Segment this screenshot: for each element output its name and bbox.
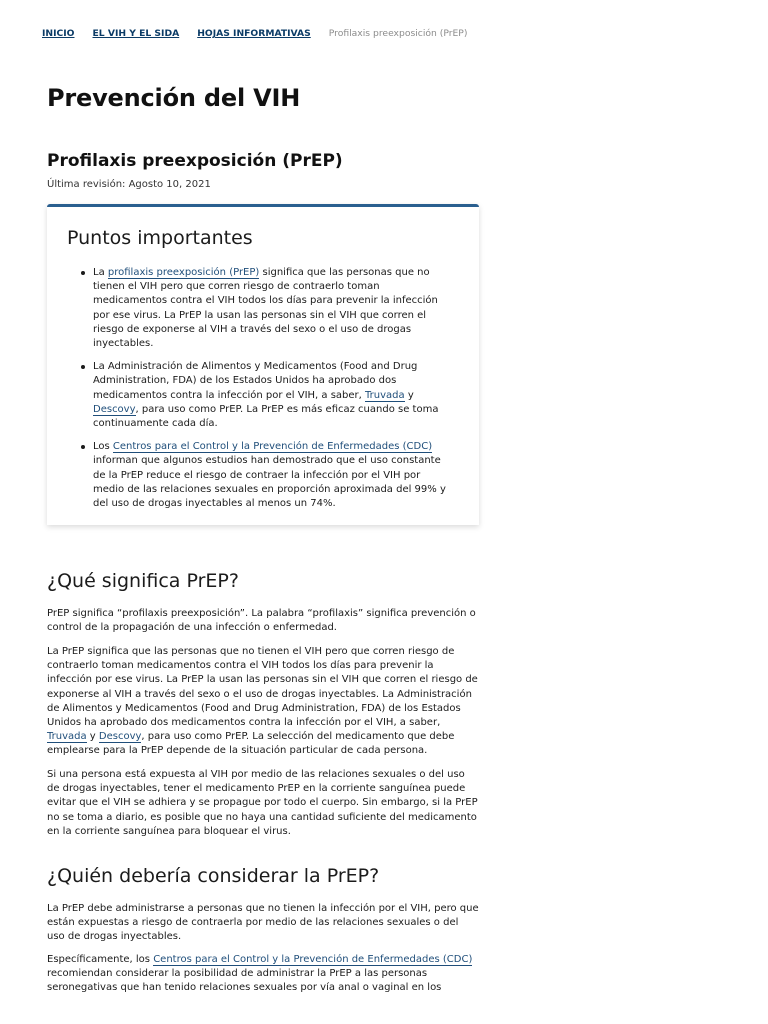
text: La Administración de Alimentos y Medicamentos (Food and Drug Administration, FDA) de los Estados Unidos ha aprobado dos medicamentos contra la infección por el VIH, a saber,: [93, 361, 418, 401]
text: Los: [93, 441, 113, 453]
text: Específicamente, los: [47, 954, 154, 965]
breadcrumb: [42, 28, 467, 39]
paragraph: [47, 953, 479, 996]
breadcrumb-current: Profilaxis preexposición (PrEP): [328, 28, 468, 39]
heading-who-should-consider: ¿Quién debería considerar la PrEP?: [47, 865, 380, 887]
key-points-box: [47, 204, 479, 525]
bullet-icon: [81, 365, 85, 369]
key-points-title: Puntos importantes: [67, 227, 253, 249]
descovy-link[interactable]: Descovy: [98, 731, 142, 743]
text: La: [93, 267, 108, 278]
cdc-link[interactable]: Centros para el Control y la Prevención de Enfermedades (CDC): [112, 441, 433, 453]
paragraph: PrEP significa “profilaxis preexposición”. La palabra “profilaxis” significa prevención o control de la propagación de una infección o enfermedad.: [47, 608, 476, 634]
section-title: Prevención del VIH: [47, 84, 301, 112]
paragraph: La PrEP debe administrarse a personas que no tienen la infección por el VIH, pero que están expuestas a riesgo de contraerla por medio de las relaciones sexuales o del uso de drogas inyectables.: [47, 903, 479, 943]
bullet-icon: [81, 445, 85, 449]
key-point-item: [93, 360, 453, 431]
breadcrumb-link-inicio[interactable]: INICIO: [42, 28, 75, 39]
breadcrumb-link-vih-sida[interactable]: EL VIH Y EL SIDA: [92, 28, 180, 39]
prep-link[interactable]: profilaxis preexposición (PrEP): [107, 267, 260, 278]
text: y: [404, 389, 414, 401]
descovy-link[interactable]: Descovy: [93, 403, 136, 415]
key-point-item: [93, 266, 453, 351]
text: , para uso como PrEP. La PrEP es más eficaz cuando se toma continuamente cada día.: [93, 403, 439, 430]
text: La PrEP significa que las personas que no tienen el VIH pero que corren riesgo de contraerlo toman medicamentos contra el VIH todos los días para prevenir la infección por ese virus. La PrEP la usan las personas sin el VIH que corren el riesgo de exponerse al VIH a través del sexo o el uso de drogas inyectables. La Administración de Alimentos y Medicamentos (Food and Drug Administration, FDA) de los Estados Unidos ha aprobado dos medicamentos contra la infección por el VIH, a saber,: [47, 646, 478, 729]
truvada-link[interactable]: Truvada: [365, 389, 405, 401]
breadcrumb-link-hojas-informativas[interactable]: HOJAS INFORMATIVAS: [197, 28, 311, 39]
bullet-icon: [81, 271, 85, 275]
article-title: Profilaxis preexposición (PrEP): [47, 151, 343, 171]
review-date: Última revisión: Agosto 10, 2021: [47, 179, 211, 190]
text: informan que algunos estudios han demostrado que el uso constante de la PrEP reduce el riesgo de contraer la infección por el VIH por medio de las relaciones sexuales en proporción aproximada del 99% y del uso de drogas inyectables al menos un 74%.: [93, 455, 446, 510]
text: recomiendan considerar la posibilidad de administrar la PrEP a las personas seronegativas que han tenido relaciones sexuales por vía anal o vaginal en los: [47, 968, 442, 994]
text: , para uso como PrEP. La selección del medicamento que debe emplearse para la PrEP depende de la situación particular de cada persona.: [47, 731, 455, 757]
text: significa que las personas que no tienen el VIH pero que corren riesgo de contraerlo toman medicamentos contra el VIH todos los días para prevenir la infección por ese virus. La PrEP la usan las personas sin el VIH que corren el riesgo de exponerse al VIH a través del sexo o el uso de drogas inyectables.: [93, 267, 438, 350]
key-points-list: [93, 266, 453, 520]
text: y: [86, 731, 99, 743]
key-point-item: [93, 440, 453, 511]
truvada-link[interactable]: Truvada: [47, 731, 87, 743]
paragraph: [47, 645, 479, 759]
cdc-link[interactable]: Centros para el Control y la Prevención de Enfermedades (CDC): [153, 954, 473, 965]
paragraph: Si una persona está expuesta al VIH por medio de las relaciones sexuales o del uso de drogas inyectables, tener el medicamento PrEP en la corriente sanguínea puede evitar que el VIH se adhiera y se propague por todo el cuerpo. Sin embargo, si la PrEP no se toma a diario, es posible que no haya una cantidad suficiente del medicamento en la corriente sanguínea para bloquear el virus.: [47, 769, 478, 837]
heading-what-is-prep: ¿Qué significa PrEP?: [47, 570, 239, 592]
